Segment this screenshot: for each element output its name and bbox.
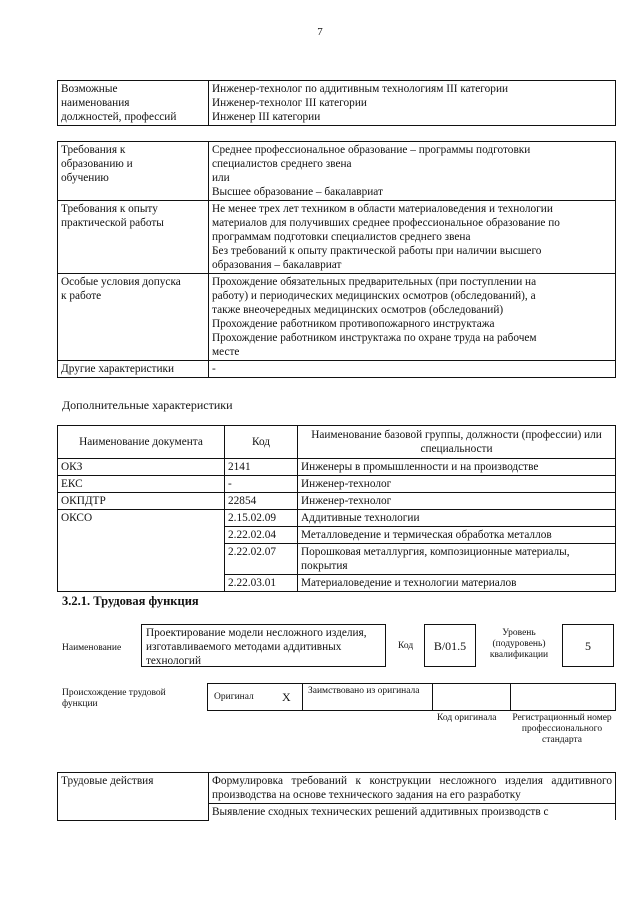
labor-action-item: Формулировка требований к конструкции несложного изделия аддитивного производства на основе технического задания на его разработку bbox=[209, 773, 616, 804]
requirement-line: программам подготовки специалистов среднего звена bbox=[212, 231, 471, 243]
header-name: Наименование базовой группы, должности (профессии) или специальности bbox=[298, 426, 616, 459]
row-doc: ОКСО bbox=[58, 510, 225, 592]
requirement-line: Прохождение работником противопожарного инструктажа bbox=[212, 318, 495, 330]
requirement-line: - bbox=[212, 363, 216, 375]
function-name-label: Наименование bbox=[62, 643, 122, 653]
requirement-line: или bbox=[212, 172, 230, 184]
row-doc: ОКПДТР bbox=[58, 493, 225, 510]
header-code: Код bbox=[225, 426, 298, 459]
section-title: 3.2.1. Трудовая функция bbox=[62, 594, 199, 608]
row-code: 22854 bbox=[225, 493, 298, 510]
function-name-value: Проектирование модели несложного изделия, изготавливаемого методами аддитивных технологий bbox=[141, 624, 386, 667]
function-code-value: B/01.5 bbox=[424, 624, 476, 667]
requirement-line: работу) и периодических медицинских осмотров (обследований), а bbox=[212, 290, 536, 302]
requirement-label bbox=[58, 361, 209, 378]
divider bbox=[510, 684, 511, 710]
table-row bbox=[58, 493, 616, 510]
origin-label: Происхождение трудовой функции bbox=[62, 688, 166, 709]
requirement-label-line: к работе bbox=[61, 290, 102, 302]
labor-actions-label: Трудовые действия bbox=[58, 773, 209, 821]
requirement-label-line: Требования к bbox=[61, 144, 126, 156]
reg-number-caption: Регистрационный номер профессионального стандарта bbox=[512, 713, 612, 745]
function-level-value: 5 bbox=[562, 624, 614, 667]
row-name: Материаловедение и технологии материалов bbox=[298, 575, 616, 592]
requirements-row bbox=[58, 274, 616, 361]
table-row bbox=[58, 476, 616, 493]
row-name: Инженеры в промышленности и на производстве bbox=[298, 459, 616, 476]
requirement-line: Среднее профессиональное образование – программы подготовки bbox=[212, 144, 531, 156]
positions-label-line: наименования bbox=[61, 97, 130, 109]
requirement-label bbox=[58, 274, 209, 361]
row-name: Аддитивные технологии bbox=[298, 510, 616, 527]
requirement-value bbox=[209, 142, 616, 201]
positions-table bbox=[57, 80, 616, 126]
divider bbox=[302, 684, 303, 710]
requirement-line: материалов для получивших среднее профессиональное образование по bbox=[212, 217, 560, 229]
origin-box bbox=[207, 683, 616, 711]
requirement-line: месте bbox=[212, 346, 240, 358]
requirements-row bbox=[58, 142, 616, 201]
requirement-line: также внеочередных медицинских осмотров (обследований) bbox=[212, 304, 504, 316]
requirement-line: Прохождение обязательных предварительных (при поступлении на bbox=[212, 276, 537, 288]
table-row bbox=[58, 459, 616, 476]
requirement-value bbox=[209, 274, 616, 361]
requirement-label-line: Требования к опыту bbox=[61, 203, 158, 215]
requirement-label bbox=[58, 142, 209, 201]
row-name: Металловедение и термическая обработка металлов bbox=[298, 527, 616, 544]
additional-header-row bbox=[58, 426, 616, 459]
row-name: Инженер-технолог bbox=[298, 476, 616, 493]
position-item: Инженер III категории bbox=[212, 111, 321, 123]
row-name: Инженер-технолог bbox=[298, 493, 616, 510]
row-doc: ОКЗ bbox=[58, 459, 225, 476]
row-code: 2.15.02.09 bbox=[225, 510, 298, 527]
labor-actions-table bbox=[57, 772, 616, 821]
table-row bbox=[58, 510, 616, 527]
additional-table bbox=[57, 425, 616, 592]
requirement-label bbox=[58, 201, 209, 274]
labor-row bbox=[58, 773, 616, 804]
requirements-row bbox=[58, 201, 616, 274]
row-code: 2141 bbox=[225, 459, 298, 476]
position-item: Инженер-технолог по аддитивным технологиям III категории bbox=[212, 83, 509, 95]
function-level-label: Уровень (подуровень) квалификации bbox=[489, 628, 549, 660]
requirement-label-line: Другие характеристики bbox=[61, 363, 175, 375]
requirement-label-line: обучению bbox=[61, 172, 109, 184]
positions-label-line: должностей, профессий bbox=[61, 111, 177, 123]
position-item: Инженер-технолог III категории bbox=[212, 97, 367, 109]
positions-list bbox=[209, 81, 616, 126]
additional-title: Дополнительные характеристики bbox=[62, 398, 233, 412]
positions-label-line: Возможные bbox=[61, 83, 118, 95]
code-original-caption: Код оригинала bbox=[437, 713, 497, 723]
requirement-value bbox=[209, 201, 616, 274]
labor-action-item: Выявление сходных технических решений аддитивных производств с bbox=[209, 804, 616, 821]
row-code: - bbox=[225, 476, 298, 493]
requirement-line: Высшее образование – бакалавриат bbox=[212, 186, 383, 198]
divider bbox=[432, 684, 433, 710]
requirement-line: специалистов среднего звена bbox=[212, 158, 352, 170]
requirement-line: Без требований к опыту практической работы при наличии высшего bbox=[212, 245, 542, 257]
requirements-table bbox=[57, 141, 616, 378]
row-name: Порошковая металлургия, композиционные материалы, покрытия bbox=[298, 544, 616, 575]
requirement-label-line: образованию и bbox=[61, 158, 133, 170]
original-label: Оригинал bbox=[214, 692, 254, 702]
requirement-line: Не менее трех лет техником в области материаловедения и технологии bbox=[212, 203, 553, 215]
header-doc: Наименование документа bbox=[58, 426, 225, 459]
row-doc: ЕКС bbox=[58, 476, 225, 493]
requirement-line: Прохождение работником инструктажа по охране труда на рабочем bbox=[212, 332, 537, 344]
requirement-label-line: Особые условия допуска bbox=[61, 276, 181, 288]
borrowed-label: Заимствовано из оригинала bbox=[308, 686, 420, 696]
positions-label bbox=[58, 81, 209, 126]
original-mark: X bbox=[282, 690, 291, 704]
requirement-label-line: практической работы bbox=[61, 217, 164, 229]
row-code: 2.22.03.01 bbox=[225, 575, 298, 592]
row-code: 2.22.02.07 bbox=[225, 544, 298, 575]
function-code-label: Код bbox=[398, 641, 414, 651]
requirements-row bbox=[58, 361, 616, 378]
row-code: 2.22.02.04 bbox=[225, 527, 298, 544]
page-number: 7 bbox=[317, 26, 323, 38]
requirement-value bbox=[209, 361, 616, 378]
requirement-line: образования – бакалавриат bbox=[212, 259, 342, 271]
